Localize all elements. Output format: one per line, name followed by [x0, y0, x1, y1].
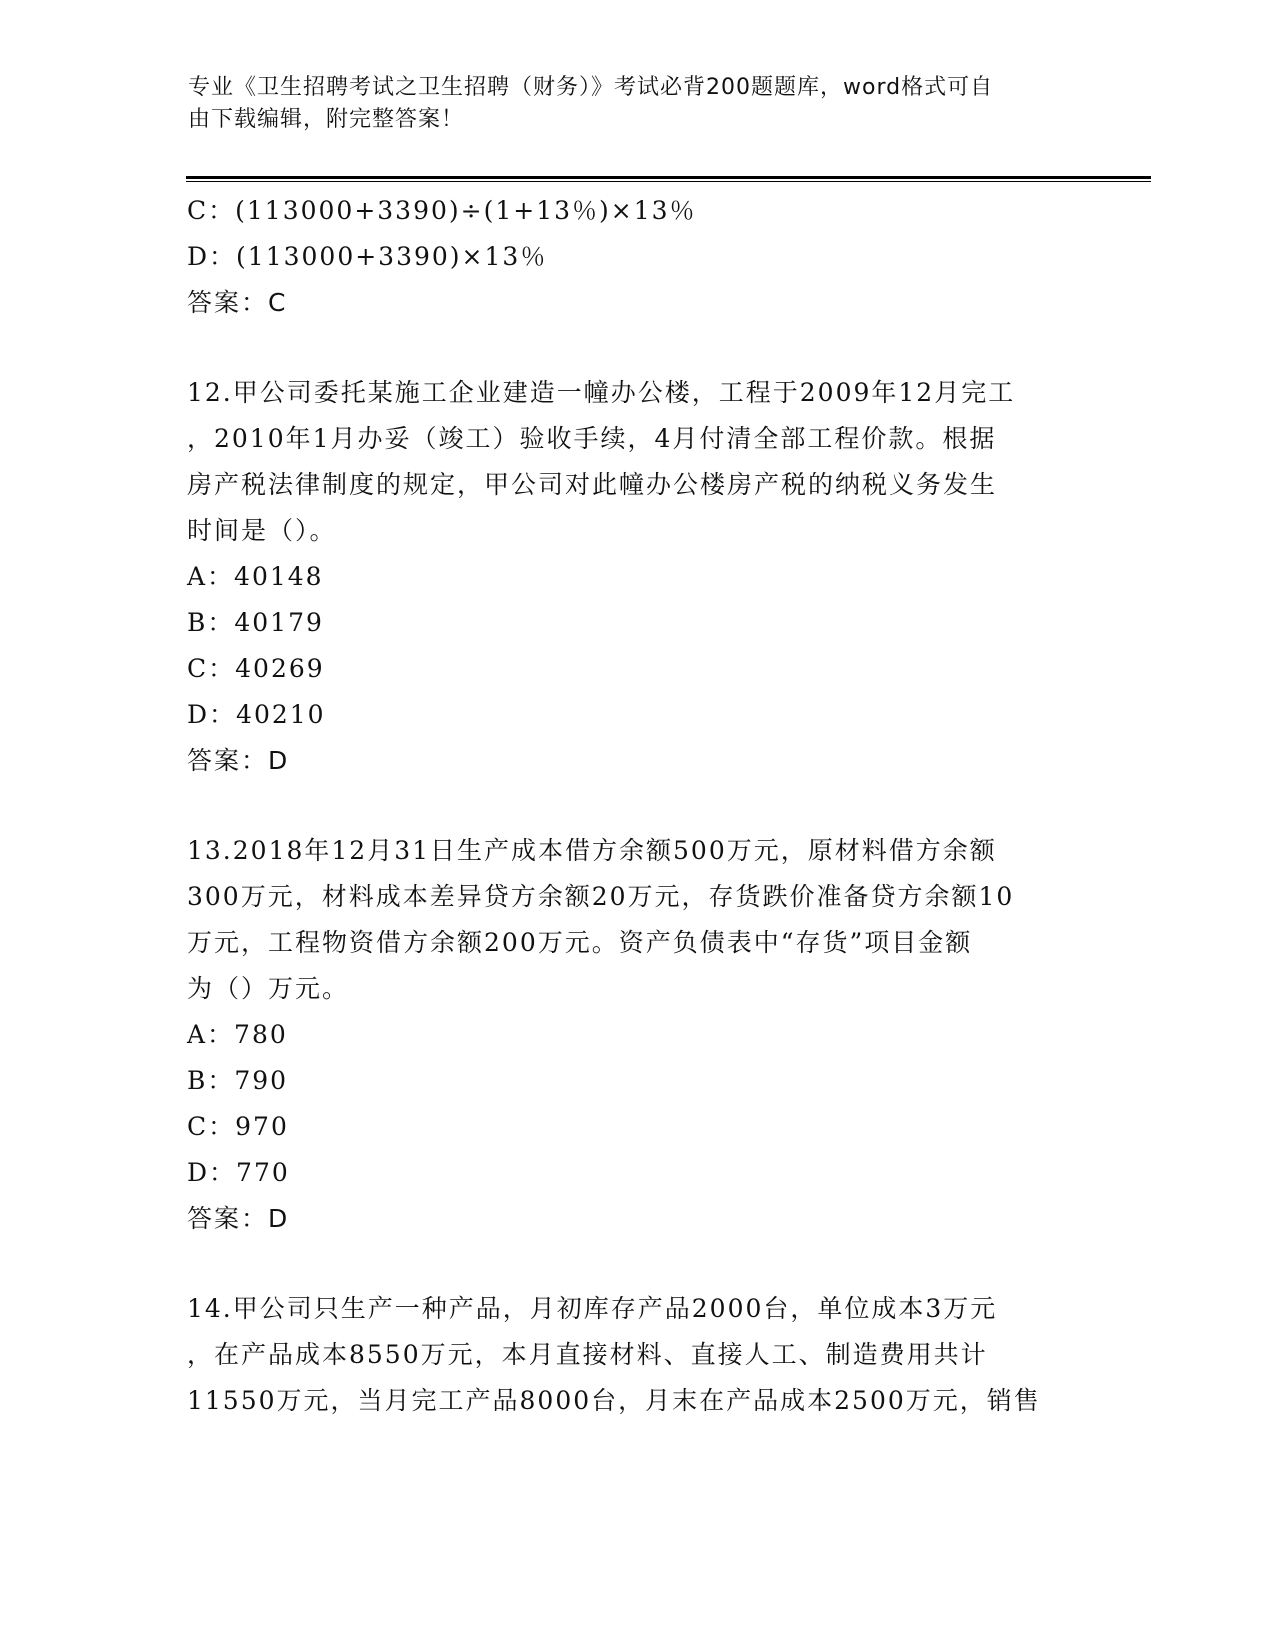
question-text-line: 房产税法律制度的规定，甲公司对此幢办公楼房产税的纳税义务发生 [187, 470, 998, 499]
question-14 [187, 1286, 1087, 1424]
document-header [188, 72, 1068, 136]
option-b: B：40179 [187, 608, 324, 637]
question-13 [187, 828, 1087, 1242]
question-text-line: ，2010年1月办妥（竣工）验收手续，4月付清全部工程价款。根据 [187, 424, 997, 453]
answer: 答案：C [187, 288, 288, 317]
answer: 答案：D [187, 746, 290, 775]
question-text-line: 为（）万元。 [187, 974, 350, 1003]
option-d: D：40210 [187, 700, 326, 729]
spacer [187, 1242, 1087, 1286]
header-rule-thick [186, 176, 1151, 179]
option-b: B：790 [187, 1066, 289, 1095]
header-line-2: 由下载编辑，附完整答案！ [188, 107, 465, 132]
document-body [187, 188, 1087, 1424]
spacer [187, 326, 1087, 370]
option-c: C：40269 [187, 654, 325, 683]
question-text-line: 13.2018年12月31日生产成本借方余额500万元，原材料借方余额 [187, 836, 997, 865]
header-rule-thin [186, 181, 1151, 182]
option-a: A：40148 [187, 562, 324, 591]
question-text-line: 300万元，材料成本差异贷方余额20万元，存货跌价准备贷方余额10 [187, 882, 1015, 911]
question-12 [187, 370, 1087, 784]
question-text-line: 12.甲公司委托某施工企业建造一幢办公楼，工程于2009年12月完工 [187, 378, 1016, 407]
header-line-1: 专业《卫生招聘考试之卫生招聘（财务）》考试必背200题题库，word格式可自 [188, 75, 994, 100]
question-text-line: 时间是（）。 [187, 516, 337, 545]
question-text-line: 万元，工程物资借方余额200万元。资产负债表中“存货”项目金额 [187, 928, 973, 957]
option-c: C：(113000+3390)÷(1+13％)×13％ [187, 196, 697, 225]
question-11-tail [187, 188, 1087, 326]
option-c: C：970 [187, 1112, 289, 1141]
answer: 答案：D [187, 1204, 290, 1233]
option-a: A：780 [187, 1020, 288, 1049]
question-text-line: 14.甲公司只生产一种产品，月初库存产品2000台，单位成本3万元 [187, 1294, 998, 1323]
question-text-line: 11550万元，当月完工产品8000台，月末在产品成本2500万元，销售 [187, 1386, 1041, 1415]
question-text-line: ，在产品成本8550万元，本月直接材料、直接人工、制造费用共计 [187, 1340, 988, 1369]
option-d: D：770 [187, 1158, 290, 1187]
spacer [187, 784, 1087, 828]
option-d: D：(113000+3390)×13％ [187, 242, 548, 271]
